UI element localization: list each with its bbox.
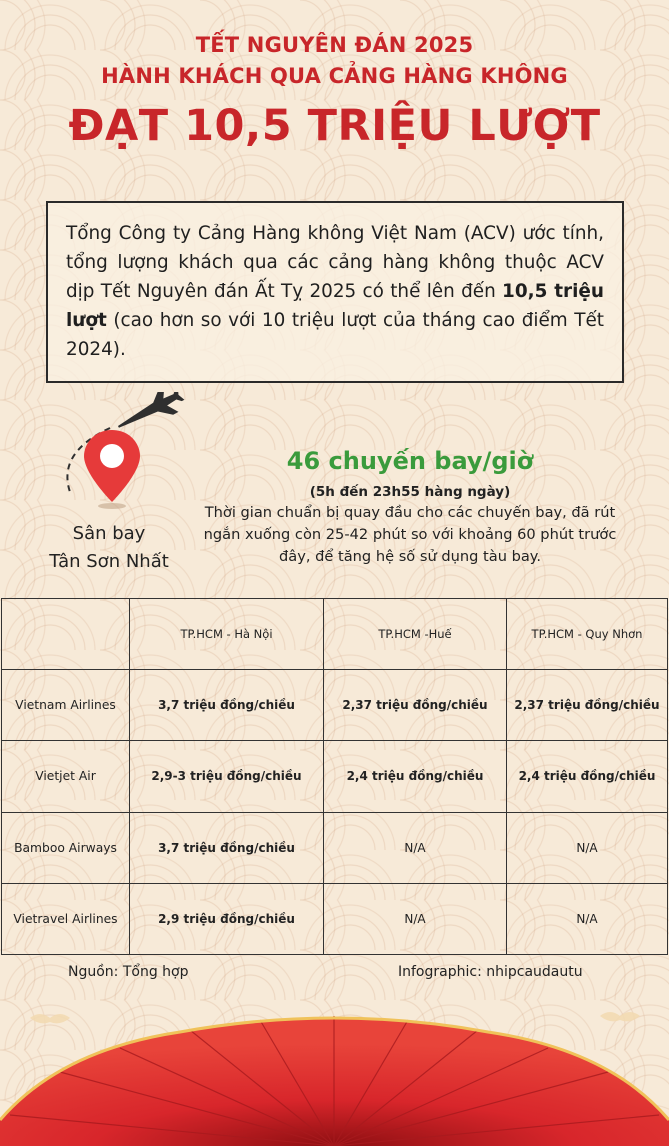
header [0,30,669,154]
airport-line-2: Tân Sơn Nhất [49,551,169,572]
stat-title: 46 chuyến bay/giờ [286,447,534,475]
credit-note: Infographic: nhipcaudautu [398,964,583,980]
table-header-row [2,599,668,670]
intro-text: Tổng Công ty Cảng Hàng không Việt Nam (ACV) ước tính, tổng lượng khách qua các cảng hàng không thuộc ACV dịp Tết Nguyên đán Ất Tỵ 2025 có thể lên đến [66,223,604,302]
headline: ĐẠT 10,5 TRIỆU LƯỢT [68,101,601,151]
fare-cell: 2,9-3 triệu đồng/chiều [130,741,324,812]
intro-highlight: 10,5 triệu lượt [66,281,604,331]
fare-cell: N/A [324,812,507,883]
intro-text-end: (cao hơn so với 10 triệu lượt của tháng cao điểm Tết 2024). [66,310,604,360]
fare-cell: 2,37 triệu đồng/chiều [507,670,668,741]
location-pin-icon [84,430,140,509]
table-header-cell [2,599,130,670]
table-row [2,883,668,954]
fare-cell: 2,37 triệu đồng/chiều [324,670,507,741]
source-note: Nguồn: Tổng hợp [68,964,189,980]
fare-cell: N/A [507,883,668,954]
fare-cell: 3,7 triệu đồng/chiều [130,670,324,741]
table-header-cell: TP.HCM - Hà Nội [130,599,324,670]
fare-cell: 2,4 triệu đồng/chiều [507,741,668,812]
table-row [2,741,668,812]
fare-cell: 2,4 triệu đồng/chiều [324,741,507,812]
fare-cell: N/A [324,883,507,954]
title-line-2: HÀNH KHÁCH QUA CẢNG HÀNG KHÔNG [101,64,568,88]
fare-table [1,598,668,955]
airline-cell: Bamboo Airways [2,812,130,883]
airline-cell: Vietnam Airlines [2,670,130,741]
table-row [2,812,668,883]
fare-cell: 3,7 triệu đồng/chiều [130,812,324,883]
airport-line-1: Sân bay [72,523,146,544]
airline-cell: Vietravel Airlines [2,883,130,954]
fare-cell: N/A [507,812,668,883]
airline-cell: Vietjet Air [2,741,130,812]
airport-illustration [50,392,190,522]
table-header-cell: TP.HCM -Huế [324,599,507,670]
stat-description: Thời gian chuẩn bị quay đầu cho các chuyến bay, đã rút ngắn xuống còn 25-42 phút so với khoảng 60 phút trước đây, để tăng hệ số sử dụng tàu bay. [203,504,617,565]
intro-box [46,201,624,383]
table-row [2,670,668,741]
decorative-fan [0,1010,669,1146]
table-header-cell: TP.HCM - Quy Nhơn [507,599,668,670]
stat-subtitle: (5h đến 23h55 hàng ngày) [309,484,511,500]
fare-cell: 2,9 triệu đồng/chiều [130,883,324,954]
airport-label [34,520,184,576]
title-line-1: TẾT NGUYÊN ĐÁN 2025 [195,33,474,57]
